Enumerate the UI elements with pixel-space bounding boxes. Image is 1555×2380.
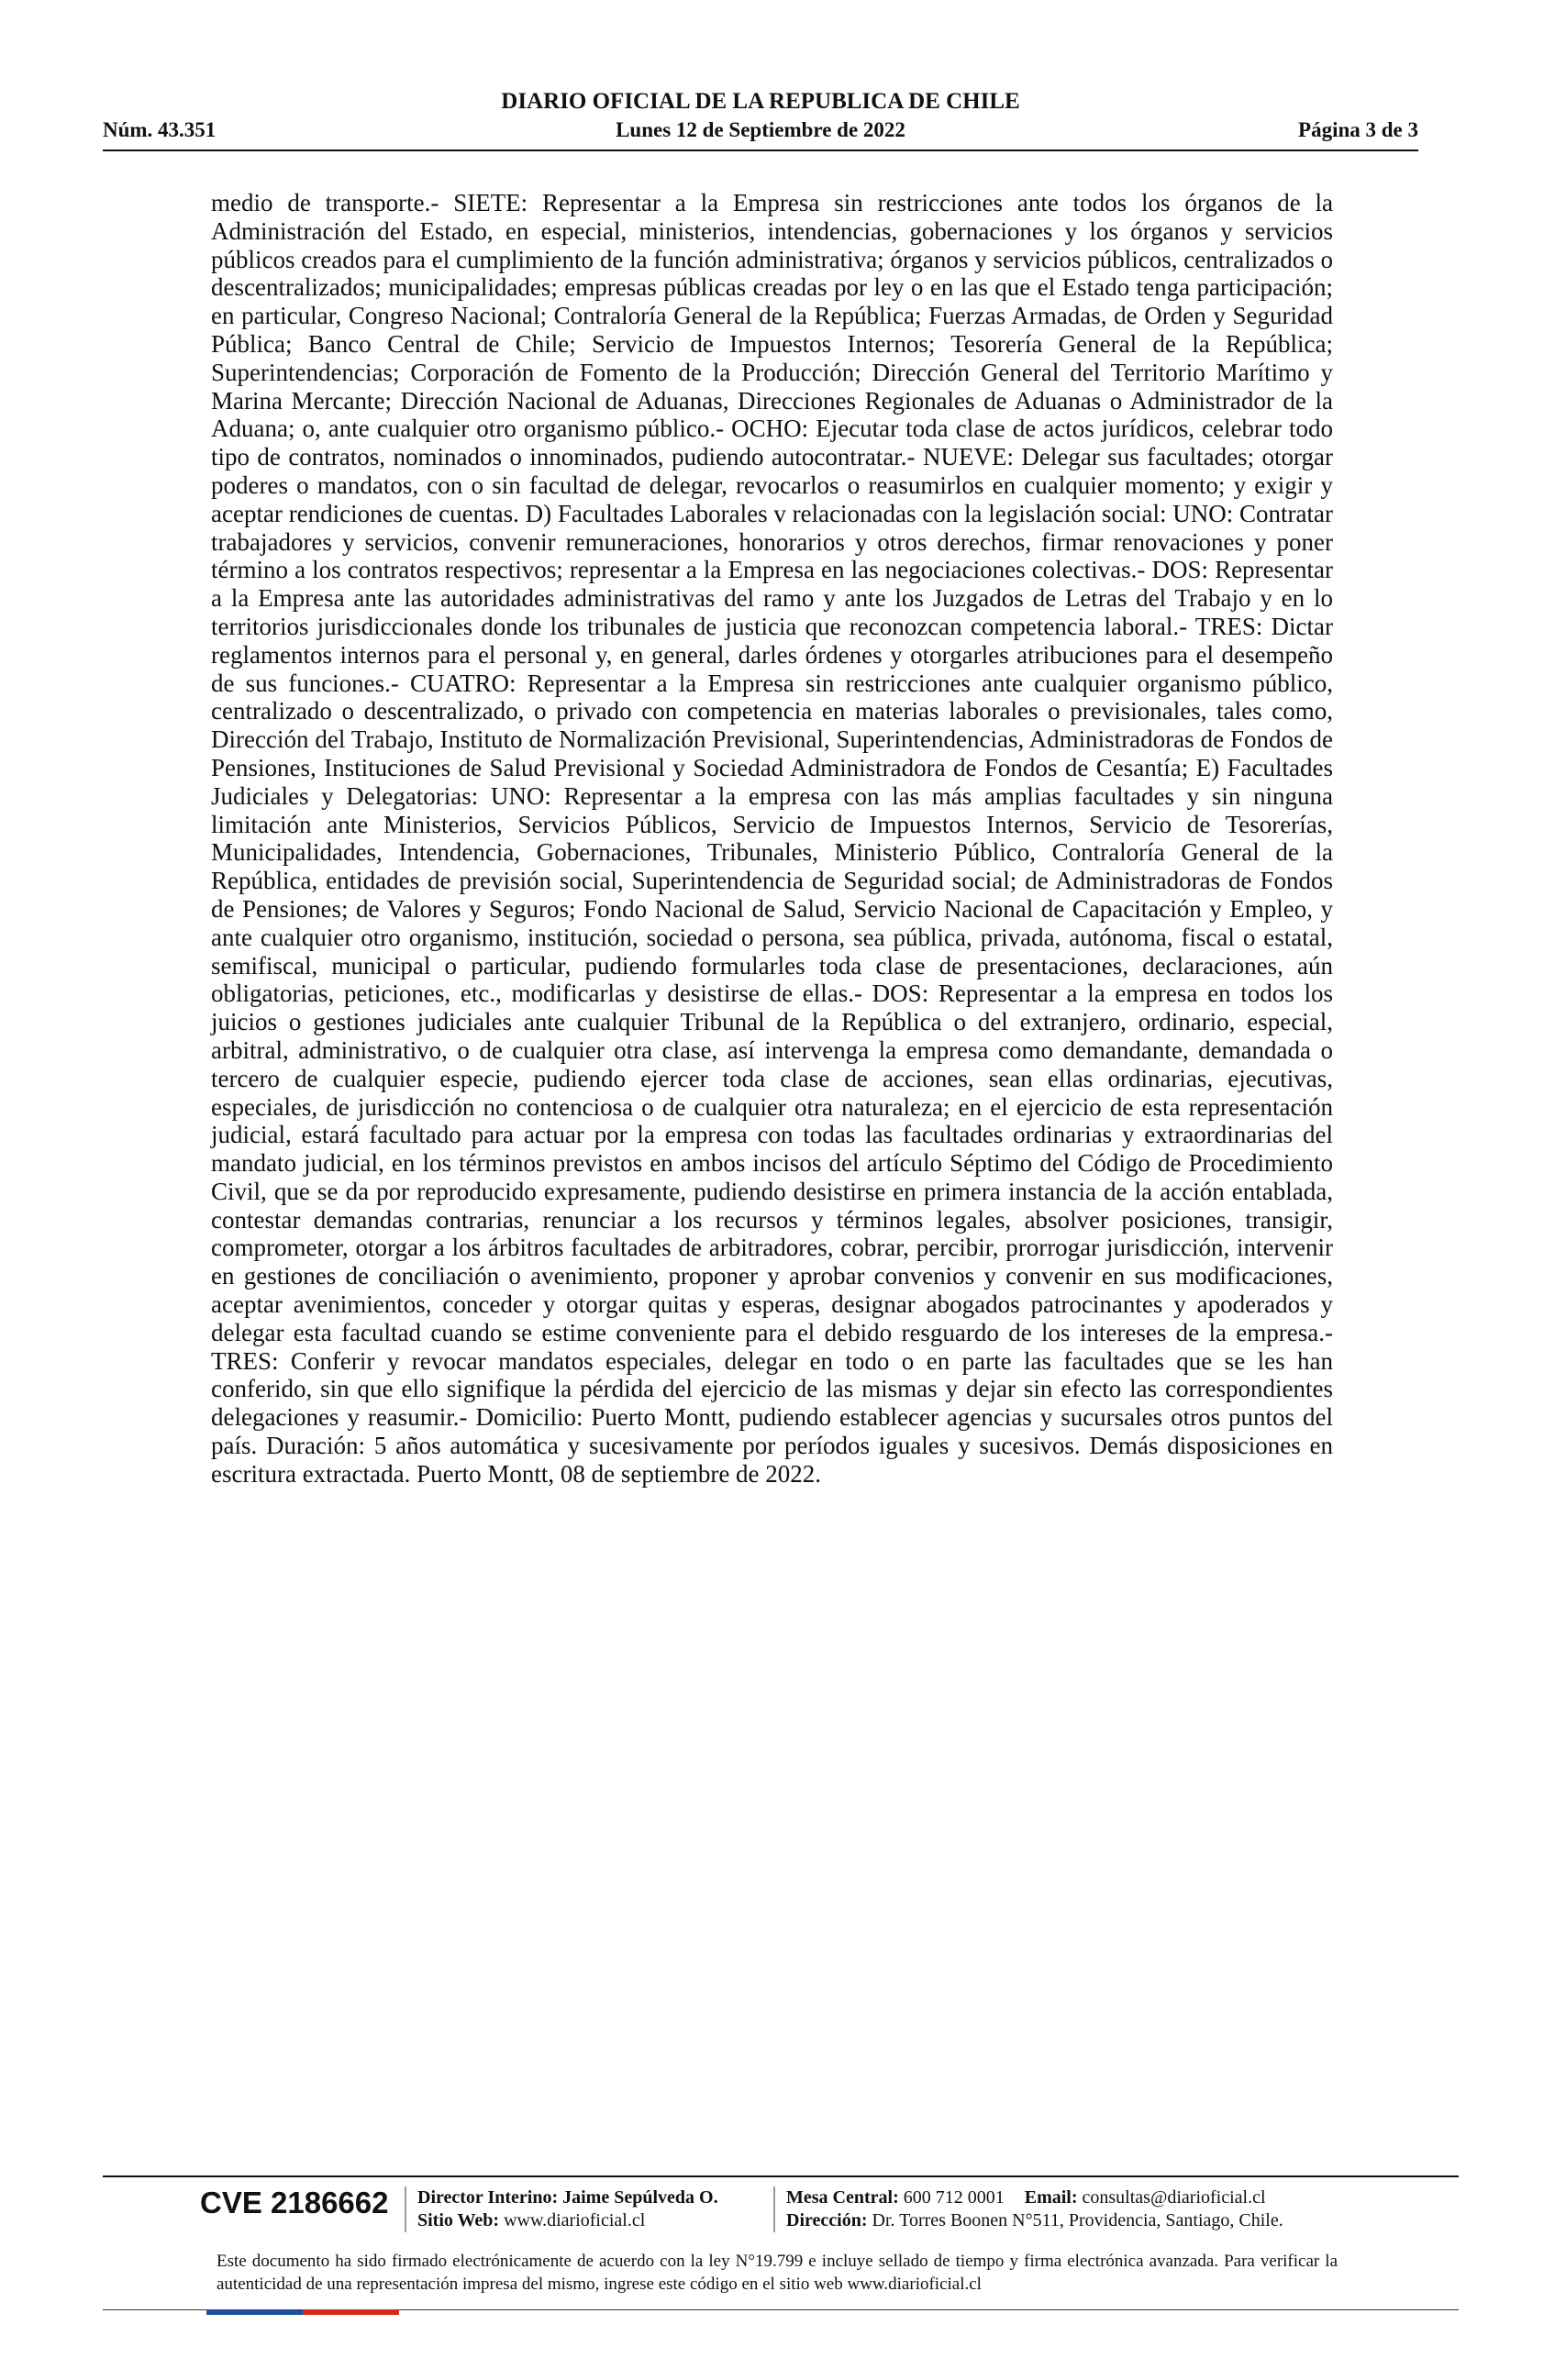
footer-separator bbox=[773, 2186, 775, 2232]
page-indicator: Página 3 de 3 bbox=[1298, 118, 1418, 141]
issue-number: Núm. 43.351 bbox=[103, 118, 217, 141]
issue-date: Lunes 12 de Septiembre de 2022 bbox=[616, 118, 905, 141]
flag-red-segment bbox=[303, 2309, 399, 2315]
footer-divider bbox=[103, 2175, 1459, 2177]
site-label: Sitio Web: bbox=[417, 2210, 500, 2231]
flag-blue-segment bbox=[206, 2309, 303, 2315]
email-label: Email: bbox=[1024, 2187, 1078, 2208]
phone-value: 600 712 0001 bbox=[903, 2187, 1005, 2208]
address-value: Dr. Torres Boonen N°511, Providencia, Santiago, Chile. bbox=[872, 2210, 1283, 2231]
document-body: medio de transporte.- SIETE: Representar a la Empresa sin restricciones ante todos los órganos de la Administración del Estado, en especial, ministerios, intendencias, gobernaciones y los órganos y servicios públicos creados para el cumplimiento de la función administrativa; órganos y servicios públicos, centralizados o descentralizados; municipalidades; empresas públicas creadas por ley o en las que el Estado tenga participación; en particular, Congreso Nacional; Contraloría General de la República; Fuerzas Armadas, de Orden y Seguridad Pública; Banco Central de Chile; Servicio de Impuestos Internos; Tesorería General de la República; Superintendencias; Corporación de Fomento de la Producción; Dirección General del Territorio Marítimo y Marina Mercante; Dirección Nacional de Aduanas, Direcciones Regionales de Aduanas o Administrador de la Aduana; o, ante cualquier otro organismo público.- OCHO: Ejecutar toda clase de actos jurídicos, celebrar todo tipo de contratos, nominados o innominados, pudiendo autocontratar.- NUEVE: Delegar sus facultades; otorgar poderes o mandatos, con o sin facultad de delegar, revocarlos o reasumirlos en cualquier momento; y exigir y aceptar rendiciones de cuentas. D) Facultades Laborales v relacionadas con la legislación social: UNO: Contratar trabajadores y servicios, convenir remuneraciones, honorarios y otros derechos, firmar renovaciones y poner término a los contratos respectivos; representar a la Empresa en las negociaciones colectivas.- DOS: Representar a la Empresa ante las autoridades administrativas del ramo y ante los Juzgados de Letras del Trabajo y en lo territorios jurisdiccionales donde los tribunales de justicia que reconozcan competencia laboral.- TRES: Dictar reglamentos internos para el personal y, en general, darles órdenes y otorgarles atribuciones para el desempeño de sus funciones.- CUATRO: Representar a la Empresa sin restricciones ante cualquier organismo público, centralizado o descentralizado, o privado con competencia en materias laborales o previsionales, tales como, Dirección del Trabajo, Instituto de Normalización Previsional, Superintendencias, Administradoras de Fondos de Pensiones, Instituciones de Salud Previsional y Sociedad Administradora de Fondos de Cesantía; E) Facultades Judiciales y Delegatorias: UNO: Representar a la empresa con las más amplias facultades y sin ninguna limitación ante Ministerios, Servicios Públicos, Servicio de Impuestos Internos, Servicio de Tesorerías, Municipalidades, Intendencia, Gobernaciones, Tribunales, Ministerio Público, Contraloría General de la República, entidades de previsión social, Superintendencia de Seguridad social; de Administradoras de Fondos de Pensiones; de Valores y Seguros; Fondo Nacional de Salud, Servicio Nacional de Capacitación y Empleo, y ante cualquier otro organismo, institución, sociedad o persona, sea pública, privada, autónoma, fiscal o estatal, semifiscal, municipal o particular, pudiendo formularles toda clase de presentaciones, declaraciones, aún obligatorias, peticiones, etc., modificarlas y desistirse de ellas.- DOS: Representar a la empresa en todos los juicios o gestiones judiciales ante cualquier Tribunal de la República o del extranjero, ordinario, especial, arbitral, administrativo, o de cualquier otra clase, así intervenga la empresa como demandante, demandada o tercero de cualquier especie, pudiendo ejercer toda clase de acciones, sean ellas ordinarias, ejecutivas, especiales, de jurisdicción no contenciosa o de cualquier otra naturaleza; en el ejercicio de esta representación judicial, estará facultado para actuar por la empresa con todas las facultades ordinarias y extraordinarias del mandato judicial, en los términos previstos en ambos incisos del artículo Séptimo del Código de Procedimiento Civil, que se da por reproducido expresamente, pudiendo desistirse en primera instancia de la acción entablada, contestar demandas contrarias, renunciar a los recursos y términos legales, absolver posiciones, transigir, comprometer, otorgar a los árbitros facultades de arbitradores, cobrar, percibir, prorrogar jurisdicción, intervenir en gestiones de conciliación o avenimiento, proponer y aprobar convenios y convenir en sus modificaciones, aceptar avenimientos, conceder y otorgar quitas y esperas, designar abogados patrocinantes y apoderados y delegar esta facultad cuando se estime conveniente para el debido resguardo de los intereses de la empresa.- TRES: Conferir y revocar mandatos especiales, delegar en todo o en parte las facultades que se les han conferido, sin que ello signifique la pérdida del ejercicio de las mismas y dejar sin efecto las correspondientes delegaciones y reasumir.- Domicilio: Puerto Montt, pudiendo establecer agencias y sucursales otros puntos del país. Duración: 5 años automática y sucesivamente por períodos iguales y sucesivos. Demás disposiciones en escritura extractada. Puerto Montt, 08 de septiembre de 2022. bbox=[211, 189, 1333, 1488]
footer-contact-left bbox=[417, 2186, 718, 2232]
footer-separator bbox=[405, 2186, 406, 2232]
footer-contact-right bbox=[786, 2186, 1283, 2232]
phone-label: Mesa Central: bbox=[786, 2187, 899, 2208]
email-link[interactable]: consultas@diarioficial.cl bbox=[1082, 2187, 1266, 2208]
director-label: Director Interino: bbox=[417, 2187, 559, 2208]
signature-disclaimer: Este documento ha sido firmado electrónicamente de acuerdo con la ley N°19.799 e incluye sellado de tiempo y firma electrónica avanzada. Para verificar la autenticidad de una representación impresa del mismo, ingrese este código en el sitio web www.diarioficial.cl bbox=[217, 2252, 1338, 2294]
publication-title: DIARIO OFICIAL DE LA REPUBLICA DE CHILE bbox=[501, 89, 1020, 114]
director-name: Jaime Sepúlveda O. bbox=[562, 2187, 718, 2208]
cve-code: CVE 2186662 bbox=[200, 2186, 389, 2219]
flag-stripe bbox=[206, 2309, 399, 2315]
header-divider bbox=[103, 149, 1418, 151]
page-header bbox=[103, 89, 1418, 151]
address-label: Dirección: bbox=[786, 2210, 868, 2231]
site-link[interactable]: www.diarioficial.cl bbox=[504, 2210, 646, 2231]
